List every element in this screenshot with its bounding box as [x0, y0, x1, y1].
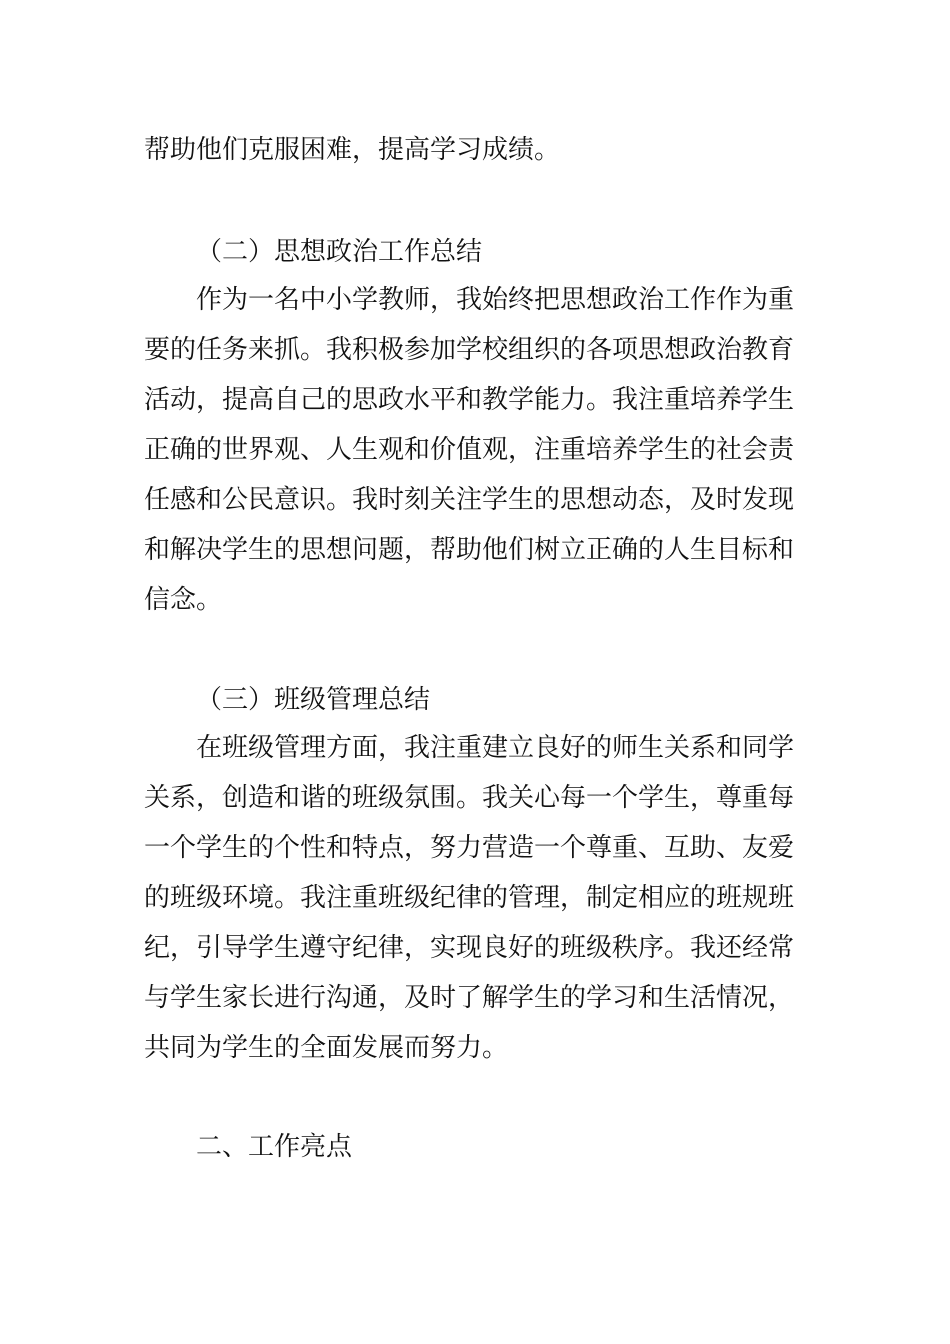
paragraph-line: 活动，提高自己的思政水平和教学能力。我注重培养学生	[144, 385, 795, 415]
section-heading-class-management: （三）班级管理总结	[196, 685, 431, 715]
paragraph-line: 和解决学生的思想问题，帮助他们树立正确的人生目标和	[144, 535, 795, 565]
paragraph-line: 与学生家长进行沟通，及时了解学生的学习和生活情况，	[144, 983, 795, 1013]
paragraph-line: 在班级管理方面，我注重建立良好的师生关系和同学	[196, 733, 795, 763]
paragraph-line: 纪，引导学生遵守纪律，实现良好的班级秩序。我还经常	[144, 933, 795, 963]
section-heading-ideological-work: （二）思想政治工作总结	[196, 237, 483, 267]
paragraph-line: 要的任务来抓。我积极参加学校组织的各项思想政治教育	[144, 335, 795, 365]
paragraph-line: 共同为学生的全面发展而努力。	[144, 1033, 509, 1063]
paragraph-line: 一个学生的个性和特点，努力营造一个尊重、互助、友爱	[144, 833, 795, 863]
paragraph-line: 正确的世界观、人生观和价值观，注重培养学生的社会责	[144, 435, 795, 465]
paragraph-line: 信念。	[144, 585, 223, 615]
paragraph-line: 关系，创造和谐的班级氛围。我关心每一个学生，尊重每	[144, 783, 795, 813]
paragraph-line: 作为一名中小学教师，我始终把思想政治工作作为重	[196, 285, 795, 315]
paragraph-line: 的班级环境。我注重班级纪律的管理，制定相应的班规班	[144, 883, 795, 913]
paragraph-line: 帮助他们克服困难，提高学习成绩。	[144, 135, 561, 165]
paragraph-line: 任感和公民意识。我时刻关注学生的思想动态，及时发现	[144, 485, 795, 515]
section-heading-work-highlights: 二、工作亮点	[196, 1132, 353, 1162]
